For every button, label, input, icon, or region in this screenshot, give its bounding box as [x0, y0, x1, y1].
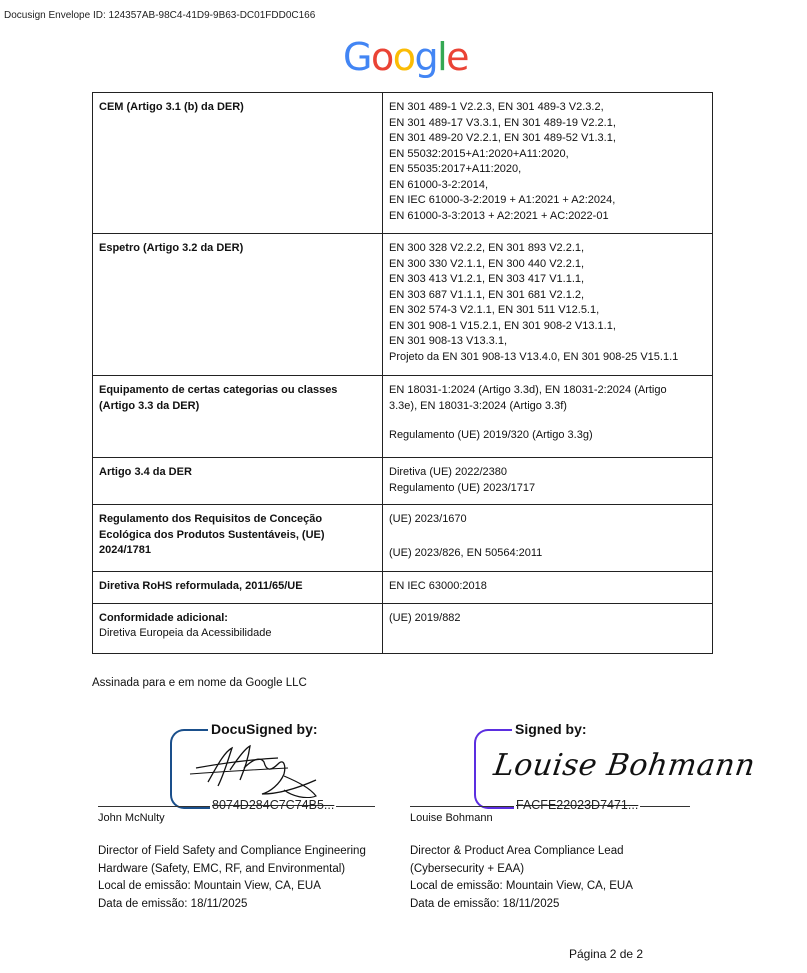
- table-row: [93, 603, 713, 653]
- logo-letter: o: [392, 35, 415, 79]
- logo-letter: G: [343, 35, 371, 79]
- standard-line: Projeto da EN 301 908-13 V13.4.0, EN 301 908-25 V15.1.1: [389, 350, 679, 363]
- standard-line: Regulamento (UE) 2019/320 (Artigo 3.3g): [389, 429, 593, 441]
- standard-line: EN 55035:2017+A11:2020,: [389, 163, 522, 175]
- docusign-code: 8074D284C7C74B5...: [212, 798, 335, 812]
- signer-info-line: Hardware (Safety, EMC, RF, and Environmental): [98, 862, 346, 875]
- category-line: 2024/1781: [99, 544, 151, 556]
- table-row: [93, 458, 713, 505]
- standard-line: EN 61000-3-3:2013 + A2:2021 + AC:2022-01: [389, 209, 609, 222]
- standard-line: EN 301 908-1 V15.2.1, EN 301 908-2 V13.1.1,: [389, 319, 616, 332]
- standard-line: EN 303 413 V1.2.1, EN 303 417 V1.1.1,: [389, 273, 585, 285]
- standard-list: [383, 234, 713, 376]
- envelope-id: Docusign Envelope ID: 124357AB-98C4-41D9-9B63-DC01FDD0C166: [4, 10, 316, 21]
- signer-info-line: (Cybersecurity + EAA): [410, 862, 525, 875]
- standard-category: [93, 376, 383, 458]
- signer-name: Louise Bohmann: [410, 812, 493, 824]
- standard-category: [93, 603, 383, 653]
- signer-info-line: Local de emissão: Mountain View, CA, EUA: [98, 880, 321, 892]
- google-logo: [343, 35, 468, 79]
- standard-list: [383, 376, 713, 458]
- category-line: (Artigo 3.3 da DER): [99, 399, 200, 412]
- standard-line: EN 300 330 V2.1.1, EN 300 440 V2.2.1,: [389, 257, 585, 270]
- standard-category: [93, 505, 383, 572]
- signed-by-code: FACFE22023D7471...: [516, 798, 639, 812]
- standard-line: EN 55032:2015+A1:2020+A11:2020,: [389, 147, 569, 160]
- handwritten-signature: [188, 738, 328, 800]
- signer-name: John McNulty: [98, 812, 165, 824]
- logo-letter: o: [370, 35, 393, 79]
- table-row: [93, 376, 713, 458]
- standard-line: EN 303 687 V1.1.1, EN 301 681 V2.1.2,: [389, 288, 585, 301]
- category-line: Ecológica dos Produtos Sustentáveis, (UE): [99, 528, 325, 541]
- declaration-table: [92, 92, 713, 654]
- standard-line: EN IEC 63000:2018: [389, 580, 487, 592]
- table-row: [93, 505, 713, 572]
- page-number: Página 2 de 2: [569, 947, 644, 961]
- standard-line: EN 301 908-13 V13.3.1,: [389, 335, 508, 347]
- standard-list: [383, 572, 713, 604]
- standard-line: 3.3e), EN 18031-3:2024 (Artigo 3.3f): [389, 399, 567, 412]
- standard-category: Espetro (Artigo 3.2 da DER): [93, 234, 383, 376]
- standard-list: [383, 458, 713, 505]
- logo-letter: e: [446, 35, 469, 79]
- standard-line: EN 61000-3-2:2014,: [389, 178, 489, 191]
- category-line: Conformidade adicional:: [99, 611, 228, 624]
- standard-line: Diretiva (UE) 2022/2380: [389, 466, 508, 478]
- category-line: Regulamento dos Requisitos de Conceção: [99, 513, 323, 525]
- standard-category: Artigo 3.4 da DER: [93, 458, 383, 505]
- signer-info: [410, 843, 633, 913]
- signer-info: [98, 843, 366, 913]
- standard-line: Regulamento (UE) 2023/1717: [389, 481, 536, 494]
- logo-letter: g: [414, 35, 438, 79]
- standard-line: (UE) 2023/826, EN 50564:2011: [389, 546, 543, 559]
- standard-line: EN 302 574-3 V2.1.1, EN 301 511 V12.5.1,: [389, 304, 600, 316]
- signer-info-line: Director of Field Safety and Compliance Engineering: [98, 845, 366, 857]
- standard-line: EN 301 489-1 V2.2.3, EN 301 489-3 V2.3.2,: [389, 101, 604, 113]
- standard-list: [383, 93, 713, 234]
- standard-line: (UE) 2019/882: [389, 611, 461, 624]
- handwritten-signature: Louise Bohmann: [491, 748, 758, 783]
- signer-info-line: Local de emissão: Mountain View, CA, EUA: [410, 880, 633, 892]
- standard-list: [383, 505, 713, 572]
- table-row: [93, 234, 713, 376]
- category-line: Equipamento de certas categorias ou classes: [99, 384, 338, 396]
- standard-line: EN IEC 61000-3-2:2019 + A1:2021 + A2:2024,: [389, 194, 616, 206]
- table-row: [93, 572, 713, 604]
- signer-info-line: Data de emissão: 18/11/2025: [98, 897, 248, 910]
- standard-category: Diretiva RoHS reformulada, 2011/65/UE: [93, 572, 383, 604]
- signer-info-line: Data de emissão: 18/11/2025: [410, 897, 560, 910]
- standard-line: (UE) 2023/1670: [389, 513, 467, 525]
- standard-line: EN 18031-1:2024 (Artigo 3.3d), EN 18031-2:2024 (Artigo: [389, 384, 667, 396]
- standard-line: EN 300 328 V2.2.2, EN 301 893 V2.2.1,: [389, 242, 585, 254]
- logo-letter: l: [437, 35, 447, 79]
- standard-line: EN 301 489-17 V3.3.1, EN 301 489-19 V2.2.1,: [389, 116, 616, 129]
- signer-info-line: Director & Product Area Compliance Lead: [410, 845, 624, 857]
- standard-category: CEM (Artigo 3.1 (b) da DER): [93, 93, 383, 234]
- docusigned-by-label: DocuSigned by:: [208, 721, 321, 737]
- category-subline: Diretiva Europeia da Acessibilidade: [99, 627, 272, 639]
- signed-by-label: Signed by:: [512, 721, 590, 737]
- standard-list: [383, 603, 713, 653]
- standard-line: EN 301 489-20 V2.2.1, EN 301 489-52 V1.3.1,: [389, 132, 616, 144]
- signed-for-text: Assinada para e em nome da Google LLC: [92, 677, 307, 689]
- table-row: [93, 93, 713, 234]
